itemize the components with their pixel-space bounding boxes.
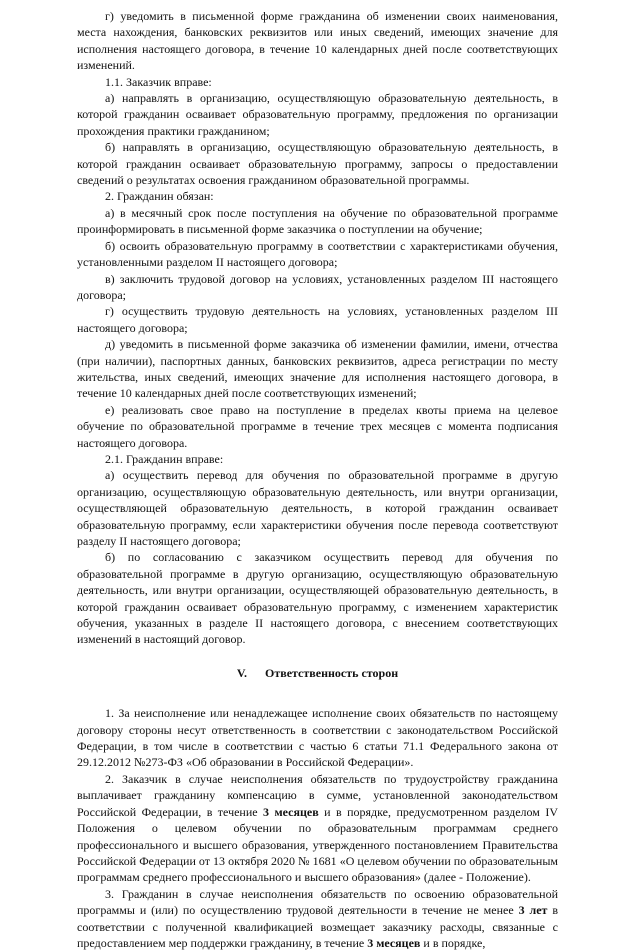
paragraph: б) освоить образовательную программу в соответствии с характеристиками обучения, установленными разделом II настоящего договора; [77,238,558,270]
paragraph-text: 2. Заказчик в случае неисполнения обязательств по трудоустройству гражданина выплачивает гражданину компенсацию в сумме, установленной законодательством Российской Федерации, в течение [77,771,558,819]
paragraph: а) в месячный срок после поступления на обучение по образовательной программе проинформировать в письменной форме заказчика о поступлении на обучение; [77,205,558,237]
paragraph: 2. Гражданин обязан: [105,189,214,204]
bold-term: 3 месяцев [263,804,319,819]
paragraph-text: 3. Гражданин в случае неисполнения обязательств по освоению образовательной программы и (или) по осуществлению трудовой деятельности в течение не менее [77,886,558,918]
paragraph: г) уведомить в письменной форме гражданина об изменении своих наименования, места нахождения, банковских реквизитов или иных сведений, имеющих значение для исполнения настоящего договора, в течение 10 календарных дней после соответствующих изменений. [77,9,558,73]
paragraph: 1. За неисполнение или ненадлежащее исполнение своих обязательств по настоящему договору стороны несут ответственность в соответствии с законодательством Российской Федерации, в том числе в соответствии с частью 6 статьи 71.1 Федерального закона от 29.12.2012 №273-ФЗ «Об образовании в Российской Федерации». [77,706,558,770]
paragraph: а) направлять в организацию, осуществляющую образовательную деятельность, в которой гражданин осваивает образовательную программу, предложения по организации прохождения практики гражданином; [77,91,558,138]
paragraph-text: и в порядке, [420,935,486,950]
paragraph: а) осуществить перевод для обучения по образовательной программе в другую организацию, осуществляющую образовательную деятельность, или внутри организации, осуществляющей образовательную деятельность, в которой гражданин осваивает образовательную программу, если характеристики обучения после перевода соответствуют разделу II настоящего договора; [77,468,558,548]
paragraph: д) уведомить в письменной форме заказчика об изменении фамилии, имени, отчества (при наличии), паспортных данных, банковских реквизитов, адреса регистрации по месту жительства, иных сведений, имеющих значение для исполнения настоящего договора, в течение 10 календарных дней после соответствующих изменений; [77,337,558,401]
paragraph [77,771,558,886]
paragraph-text: в соответствии с полученной квалификацией возмещает заказчику расходы, связанные с предоставлением мер поддержки гражданину, в течение [77,903,558,950]
paragraph-text: и в порядке, предусмотренном разделом IV Положения о целевом обучении по образовательным программам среднего профессионального и высшего образования, утвержденного постановлением Правительства Российской Федерации от 13 октября 2020 № 1681 «О целевом обучении по образовательным программам среднего профессионального и высшего образования» (далее - Положение). [77,804,559,885]
bold-term: 3 лет [518,903,548,918]
section-heading [77,665,558,681]
paragraph: 1.1. Заказчик вправе: [105,74,212,89]
paragraph: б) по согласованию с заказчиком осуществить перевод для обучения по образовательной программе в другую организацию, осуществляющую образовательную деятельность, или внутри организации, осуществляющей образовательную деятельность, в которой гражданин осваивает образовательную программу, с изменением характеристик обучения, указанных в разделе II настоящего договора, с внесением соответствующих изменений в настоящий договор. [77,550,558,647]
section-title: Ответственность сторон [264,665,399,680]
paragraph: б) направлять в организацию, осуществляющую образовательную деятельность, в которой гражданин осваивает образовательную программу, запросы о предоставлении сведений о результатах освоения гражданином образовательной программы. [77,140,558,188]
paragraph: в) заключить трудовой договор на условиях, установленных разделом III настоящего договора; [77,271,558,302]
paragraph: е) реализовать свое право на поступление в пределах квоты приема на целевое обучение по образовательной программе в течение трех месяцев с момента подписания настоящего договора. [77,402,558,450]
paragraph [77,886,558,951]
section-number: V. [236,665,247,680]
paragraph: 2.1. Гражданин вправе: [105,451,224,466]
paragraph: г) осуществить трудовую деятельность на условиях, установленных разделом III настоящего договора; [77,304,558,335]
bold-term: 3 месяцев [367,935,421,950]
